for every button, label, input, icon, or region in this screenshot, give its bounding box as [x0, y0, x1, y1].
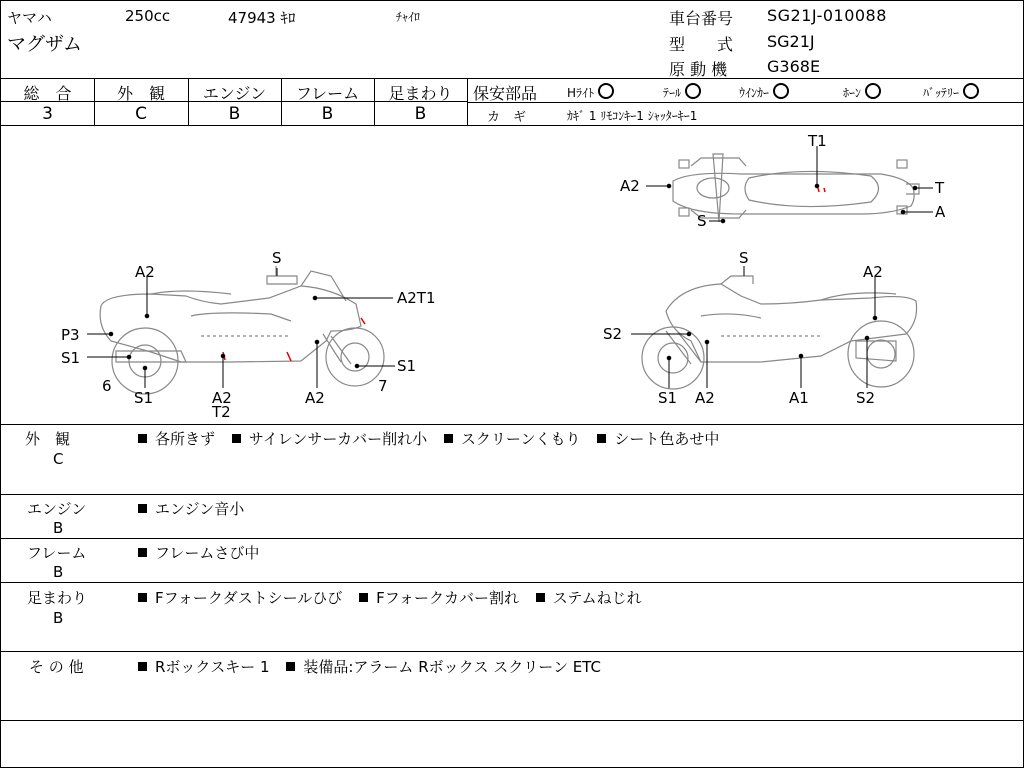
remark-item: フレームさび中 [138, 544, 259, 562]
engine-model-value: G368E [767, 57, 821, 76]
mileage: 47943 ｷﾛ [228, 9, 296, 27]
color-note: ﾁｬｲﾛ [396, 10, 421, 24]
remark-item: サイレンサーカバー削れ小 [232, 430, 427, 448]
diag-right-s: S [739, 249, 749, 267]
remark-frame-label: フレーム [27, 544, 87, 562]
remark-frame-grade: B [53, 563, 64, 581]
diag-left-a2-top: A2 [135, 263, 155, 281]
headlight-ok-icon [598, 83, 614, 99]
diag-top-t: T [935, 179, 945, 197]
scooter-top-view [673, 154, 919, 222]
remark-item: Rボックスキー 1 [138, 658, 270, 676]
diag-left-p3: P3 [61, 326, 80, 344]
keys-label: カ ギ [487, 110, 527, 125]
grade-exterior-label: 外 観 [116, 84, 165, 103]
grade-engine: B [228, 104, 241, 124]
tail-ok-icon [685, 83, 701, 99]
remark-frame-items [138, 542, 271, 563]
remark-engine-grade: B [53, 519, 64, 537]
model-type-label: 型 式 [669, 35, 734, 54]
diag-right-s2-b: S2 [856, 389, 876, 407]
bullet-icon [138, 548, 147, 557]
keys-value: ｶｷﾞ 1 ﾘﾓｺﾝｷｰ1 ｼｬｯﾀｰｷｰ1 [567, 109, 698, 123]
model-name: マグザム [7, 33, 83, 55]
bullet-icon [597, 434, 606, 443]
remark-item: 装備品:アラーム Rボックス スクリーン ETC [286, 658, 601, 676]
safety-parts-label: 保安部品 [473, 84, 538, 103]
scooter-left-view [100, 266, 384, 394]
bullet-icon [444, 434, 453, 443]
engine-cc: 250cc [125, 7, 171, 25]
diag-left-s1-b: S1 [397, 357, 417, 375]
diag-left-6: 6 [102, 377, 112, 395]
diag-left-a2-t2-a: A2 [212, 389, 232, 407]
horn-ok-icon [865, 83, 881, 99]
grade-engine-label: エンジン [202, 84, 267, 103]
diag-left-a2-b: A2 [305, 389, 325, 407]
diag-left-a2-t2-b: T2 [212, 403, 231, 421]
diag-top-t1: T1 [808, 132, 827, 150]
remark-item: スクリーンくもり [444, 430, 581, 448]
bullet-icon [138, 434, 147, 443]
grade-frame: B [321, 104, 334, 124]
diag-right-a2-top: A2 [863, 263, 883, 281]
diag-left-7: 7 [378, 377, 388, 395]
grade-suspension: B [414, 104, 427, 124]
grade-exterior: C [135, 104, 147, 124]
diag-right-a2: A2 [695, 389, 715, 407]
remark-item: Fフォークダストシールひび [138, 589, 342, 607]
safety-headlight: Hﾗｲﾄ [567, 83, 614, 101]
diag-left-s1-c: S1 [134, 389, 154, 407]
grade-overall-label: 総 合 [23, 84, 72, 103]
remark-exterior-items [138, 428, 731, 449]
remark-engine-label: エンジン [27, 500, 87, 518]
grade-frame-label: フレーム [295, 84, 360, 103]
diag-top-a: A [935, 203, 946, 221]
winker-ok-icon [773, 83, 789, 99]
remark-suspension-items [138, 587, 654, 608]
remark-suspension-grade: B [53, 609, 64, 627]
bullet-icon [138, 504, 147, 513]
bullet-icon [138, 662, 147, 671]
remark-item: エンジン音小 [138, 500, 244, 518]
remark-engine-items [138, 498, 256, 519]
grade-suspension-label: 足まわり [388, 84, 453, 103]
model-type-value: SG21J [767, 32, 815, 51]
safety-winker: ｳｲﾝｶｰ [739, 83, 789, 101]
safety-horn: ﾎｰﾝ [843, 83, 881, 101]
safety-battery: ﾊﾞｯﾃﾘｰ [923, 83, 979, 101]
frame-number-label: 車台番号 [669, 9, 734, 28]
safety-tail: ﾃｰﾙ [663, 83, 701, 101]
remark-suspension-label: 足まわり [27, 589, 88, 607]
grade-overall: 3 [42, 104, 53, 124]
diag-right-a1: A1 [789, 389, 809, 407]
divider [1, 78, 1023, 79]
diag-top-a2: A2 [620, 177, 640, 195]
bullet-icon [359, 593, 368, 602]
bullet-icon [286, 662, 295, 671]
diag-top-s: S [697, 212, 707, 230]
remark-item: ステムねじれ [536, 589, 642, 607]
diag-right-s2-a: S2 [603, 325, 623, 343]
diag-left-a2t1: A2T1 [397, 289, 436, 307]
bullet-icon [232, 434, 241, 443]
remark-exterior-label: 外 観 [25, 430, 71, 448]
remark-exterior-grade: C [53, 450, 64, 468]
diag-right-s1: S1 [658, 389, 678, 407]
remark-other-label: そ の 他 [29, 658, 84, 676]
frame-number-value: SG21J-010088 [767, 6, 887, 25]
remark-other-items [138, 656, 613, 677]
remark-item: シート色あせ中 [597, 430, 719, 448]
remark-item: Fフォークカバー割れ [359, 589, 519, 607]
remark-item: 各所きず [138, 430, 215, 448]
battery-ok-icon [963, 83, 979, 99]
engine-model-label: 原 動 機 [669, 60, 728, 79]
bullet-icon [536, 593, 545, 602]
bullet-icon [138, 593, 147, 602]
diag-left-s: S [272, 249, 282, 267]
maker: ヤマハ [7, 9, 52, 27]
diag-left-s1-a: S1 [61, 349, 81, 367]
